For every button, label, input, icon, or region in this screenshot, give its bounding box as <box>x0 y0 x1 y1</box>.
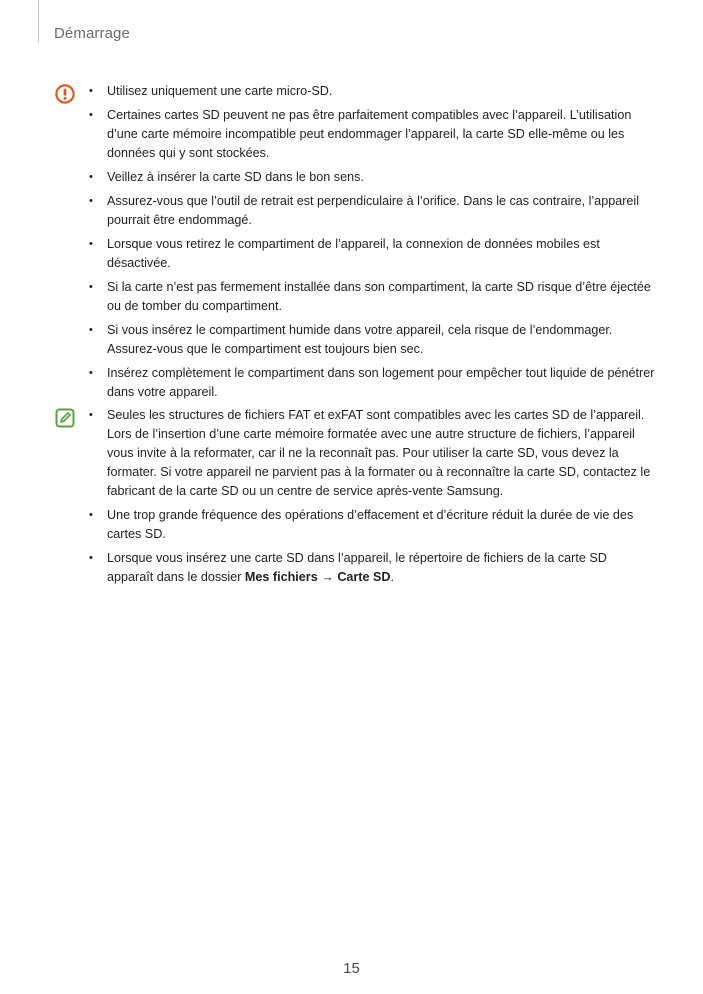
menu-arrow: → <box>317 570 338 584</box>
list-item-text <box>107 551 607 584</box>
menu-path-my-files: Mes fichiers <box>244 570 318 584</box>
list-item-text: Certaines cartes SD peuvent ne pas être parfaitement compatibles avec l’appareil. L’utilisation d’une carte mémoire incompatible peut endommager l’appareil, la carte SD elle-même ou les données qui y sont stockées. <box>107 108 632 160</box>
list-item-suffix: . <box>390 570 395 584</box>
list-item <box>89 82 655 101</box>
page-header-title: Démarrage <box>54 25 130 42</box>
list-item-text: Veillez à insérer la carte SD dans le bon sens. <box>107 170 364 184</box>
caution-list <box>89 82 655 407</box>
bullet: • <box>89 324 93 336</box>
list-item-text: Utilisez uniquement une carte micro-SD. <box>107 84 333 98</box>
caution-icon <box>55 84 75 104</box>
bullet: • <box>89 85 93 97</box>
list-item <box>89 364 655 402</box>
list-item <box>89 235 655 273</box>
list-item-text: Assurez-vous que l’outil de retrait est perpendiculaire à l’orifice. Dans le cas contraire, l’appareil pourrait être endommagé. <box>107 194 639 227</box>
list-item-text: Insérez complètement le compartiment dans son logement pour empêcher tout liquide de pénétrer dans votre appareil. <box>107 366 655 399</box>
list-item <box>89 321 655 359</box>
note-list <box>89 406 655 592</box>
page-number: 15 <box>343 960 360 977</box>
list-item-text: Lorsque vous retirez le compartiment de l’appareil, la connexion de données mobiles est désactivée. <box>107 237 600 270</box>
list-item <box>89 506 655 544</box>
list-item-text: Seules les structures de fichiers FAT et exFAT sont compatibles avec les cartes SD de l’appareil. Lors de l’insertion d’une carte mémoire formatée avec une autre structure de fichiers, l’appareil vous invite à la reformater, car il ne la reconnaît pas. Pour utiliser la carte SD, vous devez la formater. Si votre appareil ne parvient pas à la formater ou à reconnaître la carte SD, contactez le fabricant de la carte SD ou un centre de service après-vente Samsung. <box>107 408 651 498</box>
list-item-text: Une trop grande fréquence des opérations d’effacement et d’écriture réduit la durée de vie des cartes SD. <box>107 508 634 541</box>
bullet: • <box>89 195 93 207</box>
header-rule <box>38 0 39 42</box>
bullet: • <box>89 509 93 521</box>
bullet: • <box>89 238 93 250</box>
bullet: • <box>89 552 93 564</box>
list-item <box>89 192 655 230</box>
menu-path-sd-card: Carte SD <box>337 570 391 584</box>
list-item <box>89 106 655 163</box>
list-item <box>89 168 655 187</box>
bullet: • <box>89 171 93 183</box>
list-item <box>89 278 655 316</box>
list-item <box>89 549 655 587</box>
list-item-text: Si vous insérez le compartiment humide dans votre appareil, cela risque de l’endommager. Assurez-vous que le compartiment est toujours bien sec. <box>107 323 613 356</box>
bullet: • <box>89 409 93 421</box>
list-item-prefix: Lorsque vous insérez une carte SD dans l’appareil, le répertoire de fichiers de la carte SD apparaît dans le dossier <box>107 551 607 584</box>
bullet: • <box>89 367 93 379</box>
note-pencil-icon <box>55 408 75 428</box>
list-item <box>89 406 655 501</box>
list-item-text: Si la carte n’est pas fermement installée dans son compartiment, la carte SD risque d’être éjectée ou de tomber du compartiment. <box>107 280 651 313</box>
bullet: • <box>89 281 93 293</box>
bullet: • <box>89 109 93 121</box>
